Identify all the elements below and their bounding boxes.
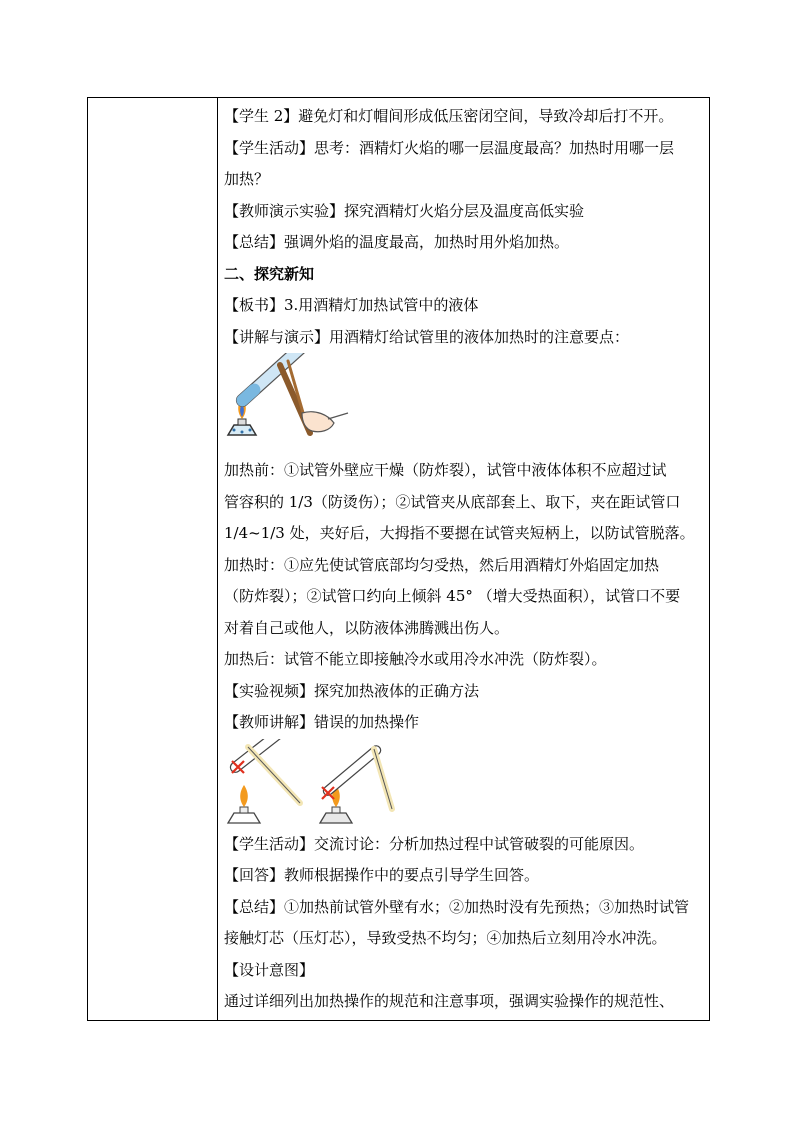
text-line: 【学生活动】交流讨论：分析加热过程中试管破裂的可能原因。 — [224, 834, 645, 853]
text-line: 【回答】教师根据操作中的要点引导学生回答。 — [224, 866, 540, 884]
text-line: 【实验视频】探究加热液体的正确方法 — [224, 681, 480, 700]
text-line: 【学生活动】思考：酒精灯火焰的哪一层温度最高？加热时用哪一层 — [224, 138, 675, 157]
text-line: 管容积的 1/3（防烫伤）；②试管夹从底部套上、取下，夹在距试管口 — [224, 492, 681, 511]
text-line: 加热时：①应先使试管底部均匀受热，然后用酒精灯外焰固定加热 — [224, 555, 660, 574]
text-line: 接触灯芯（压灯芯），导致受热不均匀；④加热后立刻用冷水冲洗。 — [224, 929, 667, 947]
text-line: 【设计意图】 — [224, 960, 315, 979]
text-line: 【板书】3.用酒精灯加热试管中的液体 — [224, 296, 479, 314]
content-cell — [224, 98, 704, 1018]
text-line: 【教师讲解】错误的加热操作 — [224, 713, 420, 731]
text-line: 【总结】①加热前试管外壁有水；②加热时没有先预热；③加热时试管 — [224, 897, 690, 916]
text-line: 【学生 2】避免灯和灯帽间形成低压密闭空间，导致冷却后打不开。 — [224, 107, 674, 125]
left-column-cell — [88, 98, 218, 1020]
text-line: 【教师演示实验】探究酒精灯火焰分层及温度高低实验 — [224, 201, 585, 220]
text-line: 加热前：①试管外壁应干燥（防炸裂），试管中液体体积不应超过试 — [224, 461, 667, 479]
text-line: 加热？ — [224, 170, 270, 188]
text-line: 对着自己或他人，以防液体沸腾溅出伤人。 — [224, 618, 510, 637]
lesson-table — [87, 97, 710, 1021]
text-line: 1/4~1/3 处，夹好后，大拇指不要摁在试管夹短柄上，以防试管脱落。 — [224, 524, 695, 542]
correct-heating-figure — [224, 353, 704, 455]
text-line: 通过详细列出加热操作的规范和注意事项，强调实验操作的规范性、 — [224, 992, 675, 1010]
text-line: 加热后：试管不能立即接触冷水或用冷水冲洗（防炸裂）。 — [224, 650, 607, 668]
text-line: 【总结】强调外焰的温度最高，加热时用外焰加热。 — [224, 233, 570, 251]
wrong-heating-figure — [224, 739, 704, 829]
section-heading: 二、探究新知 — [224, 264, 315, 283]
text-line: 【讲解与演示】用酒精灯给试管里的液体加热时的注意要点： — [224, 327, 630, 346]
text-line: （防炸裂）；②试管口约向上倾斜 45° （增大受热面积），试管口不要 — [224, 587, 681, 605]
